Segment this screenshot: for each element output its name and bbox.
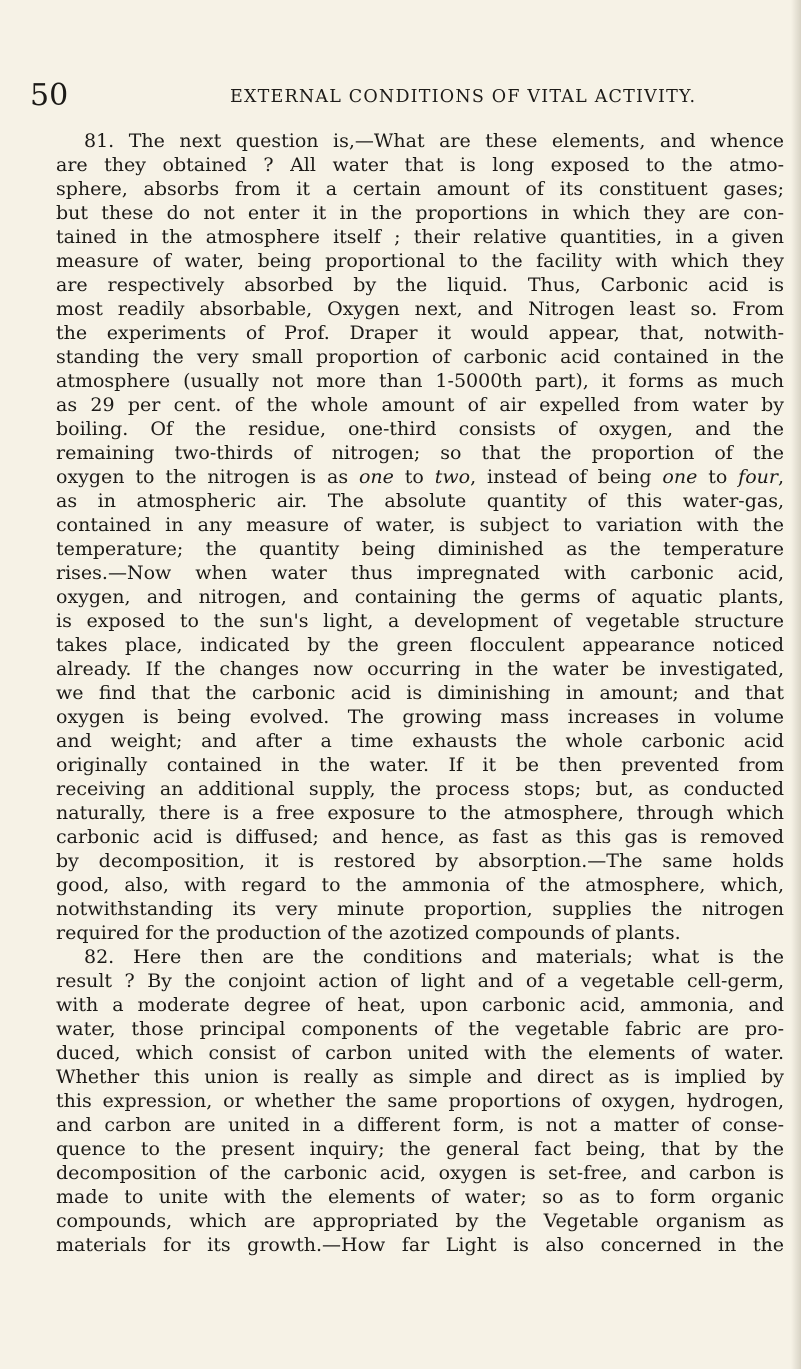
text-line: and carbon are united in a different form, is not a matter of conse- [56, 1114, 784, 1136]
text-line: result ? By the conjoint action of light and of a vegetable cell-germ, [56, 970, 784, 992]
text-line: measure of water, being proportional to the facility with which they [56, 250, 784, 272]
text-line: the experiments of Prof. Draper it would appear, that, notwith- [56, 322, 784, 344]
text-fragment: , instead of being [470, 466, 663, 488]
text-line: contained in any measure of water, is subject to variation with the [56, 514, 784, 536]
italic-word: one [358, 466, 394, 488]
text-line: and weight; and after a time exhausts the whole carbonic acid [56, 730, 784, 752]
text-line: are respectively absorbed by the liquid. Thus, Carbonic acid is [56, 274, 784, 296]
text-line: naturally, there is a free exposure to the atmosphere, through which [56, 802, 784, 824]
text-line-with-italics [56, 465, 784, 489]
text-line: is exposed to the sun's light, a development of vegetable structure [56, 610, 784, 632]
text-line: this expression, or whether the same proportions of oxygen, hydrogen, [56, 1090, 784, 1112]
text-fragment: to [697, 466, 739, 488]
text-line: duced, which consist of carbon united with the elements of water. [56, 1042, 784, 1064]
italic-word: one [662, 466, 698, 488]
text-line: materials for its growth.—How far Light is also concerned in the [56, 1234, 784, 1256]
text-line: 81. The next question is,—What are these elements, and whence [84, 130, 784, 152]
italic-word: two [434, 466, 471, 488]
text-line: boiling. Of the residue, one-third consists of oxygen, and the [56, 418, 784, 440]
text-line: notwithstanding its very minute proportion, supplies the nitrogen [56, 898, 784, 920]
text-line: takes place, indicated by the green flocculent appearance noticed [56, 634, 784, 656]
page-edge-shadow [791, 0, 801, 1369]
text-line: by decomposition, it is restored by absorption.—The same holds [56, 850, 784, 872]
text-fragment: , [777, 466, 784, 488]
text-line: rises.—Now when water thus impregnated with carbonic acid, [56, 562, 784, 584]
text-line: originally contained in the water. If it be then prevented from [56, 754, 784, 776]
text-line: sphere, absorbs from it a certain amount of its constituent gases; [56, 178, 784, 200]
text-line: required for the production of the azotized compounds of plants. [56, 922, 681, 944]
text-line: 82. Here then are the conditions and materials; what is the [84, 946, 784, 968]
text-line: as 29 per cent. of the whole amount of air expelled from water by [56, 394, 784, 416]
text-line: are they obtained ? All water that is long exposed to the atmo- [56, 154, 784, 176]
text-line: temperature; the quantity being diminished as the temperature [56, 538, 784, 560]
text-line: oxygen, and nitrogen, and containing the germs of aquatic plants, [56, 586, 784, 608]
text-line: compounds, which are appropriated by the Vegetable organism as [56, 1210, 784, 1232]
italic-word: four [738, 466, 778, 488]
text-line: atmosphere (usually not more than 1-5000th part), it forms as much [56, 370, 784, 392]
text-line: quence to the present inquiry; the general fact being, that by the [56, 1138, 784, 1160]
text-line: Whether this union is really as simple and direct as is implied by [56, 1066, 784, 1088]
text-line: most readily absorbable, Oxygen next, and Nitrogen least so. From [56, 298, 784, 320]
text-line: remaining two-thirds of nitrogen; so that the proportion of the [56, 442, 784, 464]
text-line: receiving an additional supply, the process stops; but, as conducted [56, 778, 784, 800]
text-fragment: oxygen to the nitrogen is as [56, 466, 359, 488]
text-line: oxygen is being evolved. The growing mass increases in volume [56, 706, 784, 728]
text-line: water, those principal components of the vegetable fabric are pro- [56, 1018, 784, 1040]
text-line: already. If the changes now occurring in the water be investigated, [56, 658, 784, 680]
text-line: made to unite with the elements of water; so as to form organic [56, 1186, 784, 1208]
text-line: good, also, with regard to the ammonia of the atmosphere, which, [56, 874, 784, 896]
text-line: but these do not enter it in the proportions in which they are con- [56, 202, 784, 224]
running-title: EXTERNAL CONDITIONS OF VITAL ACTIVITY. [230, 87, 697, 107]
text-line: with a moderate degree of heat, upon carbonic acid, ammonia, and [56, 994, 784, 1016]
text-line: as in atmospheric air. The absolute quantity of this water-gas, [56, 490, 784, 512]
text-line: decomposition of the carbonic acid, oxygen is set-free, and carbon is [56, 1162, 784, 1184]
text-line: we find that the carbonic acid is diminishing in amount; and that [56, 682, 784, 704]
text-line: standing the very small proportion of carbonic acid contained in the [56, 346, 784, 368]
page-number: 50 [30, 78, 69, 113]
text-line: tained in the atmosphere itself ; their relative quantities, in a given [56, 226, 784, 248]
text-line: carbonic acid is diffused; and hence, as fast as this gas is removed [56, 826, 784, 848]
text-fragment: to [393, 466, 435, 488]
